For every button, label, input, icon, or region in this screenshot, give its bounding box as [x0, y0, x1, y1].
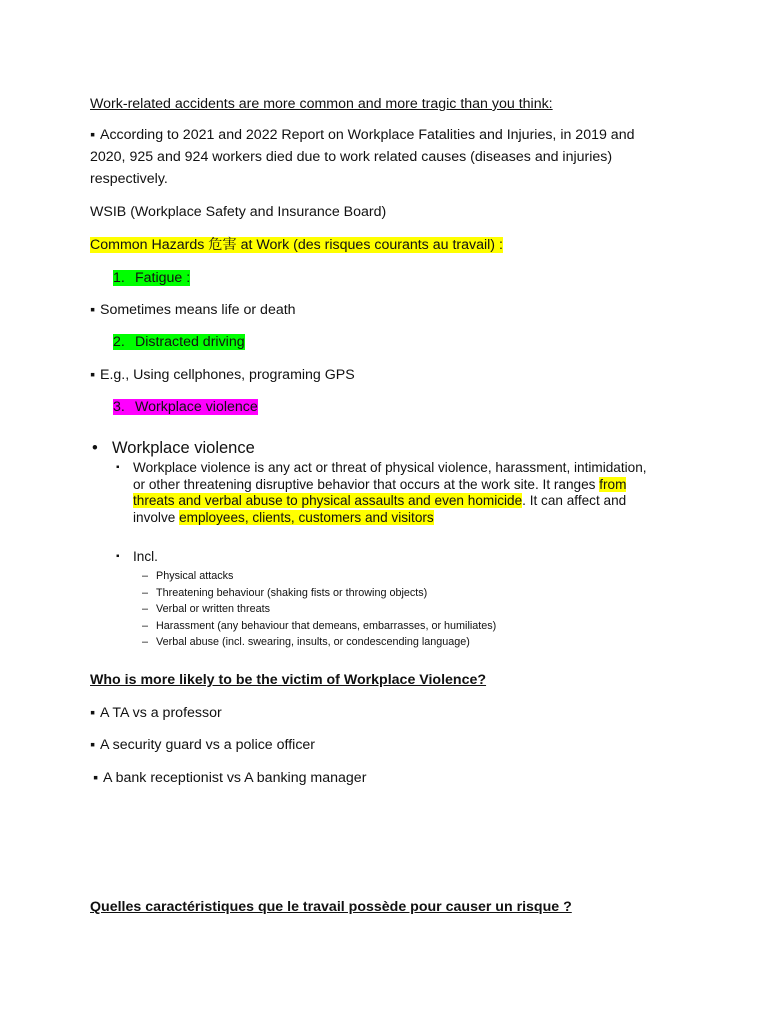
definition-text [133, 460, 647, 526]
definition-highlight-from: from [599, 476, 627, 492]
slide-title [92, 438, 255, 458]
bullet-square-icon: ▪ [90, 367, 96, 383]
example-text: Verbal or written threats [156, 603, 271, 615]
definition-line-1: Workplace violence is any act or threat of physical violence, harassment, intimidation, [133, 460, 647, 475]
incl-label: Incl. [133, 549, 158, 564]
definition-line-2-text: or other threatening disruptive behavior that occurs at the work site. It ranges [133, 476, 600, 492]
dash-icon: – [142, 603, 149, 615]
stat-text-1: According to 2021 and 2022 Report on Workplace Fatalities and Injuries, in 2019 and [100, 127, 635, 143]
dash-icon: – [142, 636, 149, 648]
definition-line-3 [133, 493, 647, 510]
slide-title-text: Workplace violence [112, 439, 255, 457]
bullet-dot-icon: • [92, 439, 98, 457]
definition-line-2 [133, 477, 647, 494]
example-item [142, 634, 496, 651]
stat-line-3: respectively. [90, 171, 168, 187]
stat-line-2: 2020, 925 and 924 workers died due to work related causes (diseases and injuries) [90, 149, 613, 165]
hazard-note-1 [90, 299, 296, 321]
dash-icon: – [142, 570, 149, 582]
hazard-label-3: Workplace violence [135, 399, 258, 415]
example-item [142, 601, 496, 618]
comparison-text-3: A bank receptionist vs A banking manager [103, 770, 367, 786]
workplace-violence-slide [88, 434, 688, 654]
example-item [142, 585, 496, 602]
slide-examples [142, 568, 496, 651]
hazard-number-1: 1. [113, 270, 125, 286]
definition-line-3-text: . It can affect and [522, 493, 627, 508]
bullet-square-icon: ▪ [90, 127, 96, 143]
hazard-number-3: 3. [113, 399, 125, 415]
hazard-note-2 [90, 364, 355, 386]
example-text: Verbal abuse (incl. swearing, insults, or condescending language) [156, 636, 470, 648]
hazard-item-3 [113, 396, 258, 418]
hazards-heading-line [90, 234, 503, 256]
hazard-item-3-highlight [113, 399, 258, 415]
hazard-item-1 [113, 267, 190, 289]
example-text: Threatening behaviour (shaking fists or throwing objects) [156, 586, 428, 599]
comparison-1 [90, 702, 222, 724]
dash-icon: – [142, 586, 149, 599]
intro-heading: Work-related accidents are more common and more tragic than you think: [90, 96, 553, 112]
example-item [142, 618, 496, 635]
definition-highlight-people: employees, clients, customers and visitors [179, 509, 434, 525]
example-item [142, 568, 496, 585]
comparison-text-1: A TA vs a professor [100, 705, 222, 721]
definition-highlight-range: threats and verbal abuse to physical assaults and even homicide [133, 493, 523, 508]
wsib-line: WSIB (Workplace Safety and Insurance Board) [90, 204, 387, 220]
bullet-square-icon: ▪ [116, 551, 120, 562]
hazard-label-2: Distracted driving [135, 334, 245, 350]
hazard-label-1: Fatigue : [135, 270, 191, 286]
comparison-3 [93, 767, 366, 789]
victim-question: Who is more likely to be the victim of Workplace Violence? [90, 672, 487, 688]
dash-icon: – [142, 619, 149, 632]
example-text: Physical attacks [156, 570, 234, 582]
hazard-item-1-highlight [113, 270, 190, 286]
bullet-square-icon: ▪ [90, 737, 96, 753]
bullet-square-icon: ▪ [90, 705, 96, 721]
stat-line-1 [90, 124, 634, 146]
bullet-square-icon: ▪ [116, 462, 120, 473]
example-text: Harassment (any behaviour that demeans, embarrasses, or humiliates) [156, 619, 497, 632]
comparison-text-2: A security guard vs a police officer [100, 737, 316, 753]
hazard-item-2 [113, 331, 245, 353]
definition-line-4-text: involve [133, 509, 180, 525]
hazard-note-1-text: Sometimes means life or death [100, 302, 296, 318]
bullet-square-icon: ▪ [90, 302, 96, 318]
hazard-item-2-highlight [113, 334, 245, 350]
hazards-heading: Common Hazards 危害 at Work (des risques courants au travail) : [90, 237, 503, 253]
hazard-number-2: 2. [113, 334, 125, 350]
comparison-2 [90, 734, 315, 756]
definition-line-4 [133, 510, 647, 527]
bullet-square-icon: ▪ [93, 770, 99, 786]
hazard-note-2-text: E.g., Using cellphones, programing GPS [100, 367, 355, 383]
closing-question: Quelles caractéristiques que le travail possède pour causer un risque ? [90, 899, 572, 915]
